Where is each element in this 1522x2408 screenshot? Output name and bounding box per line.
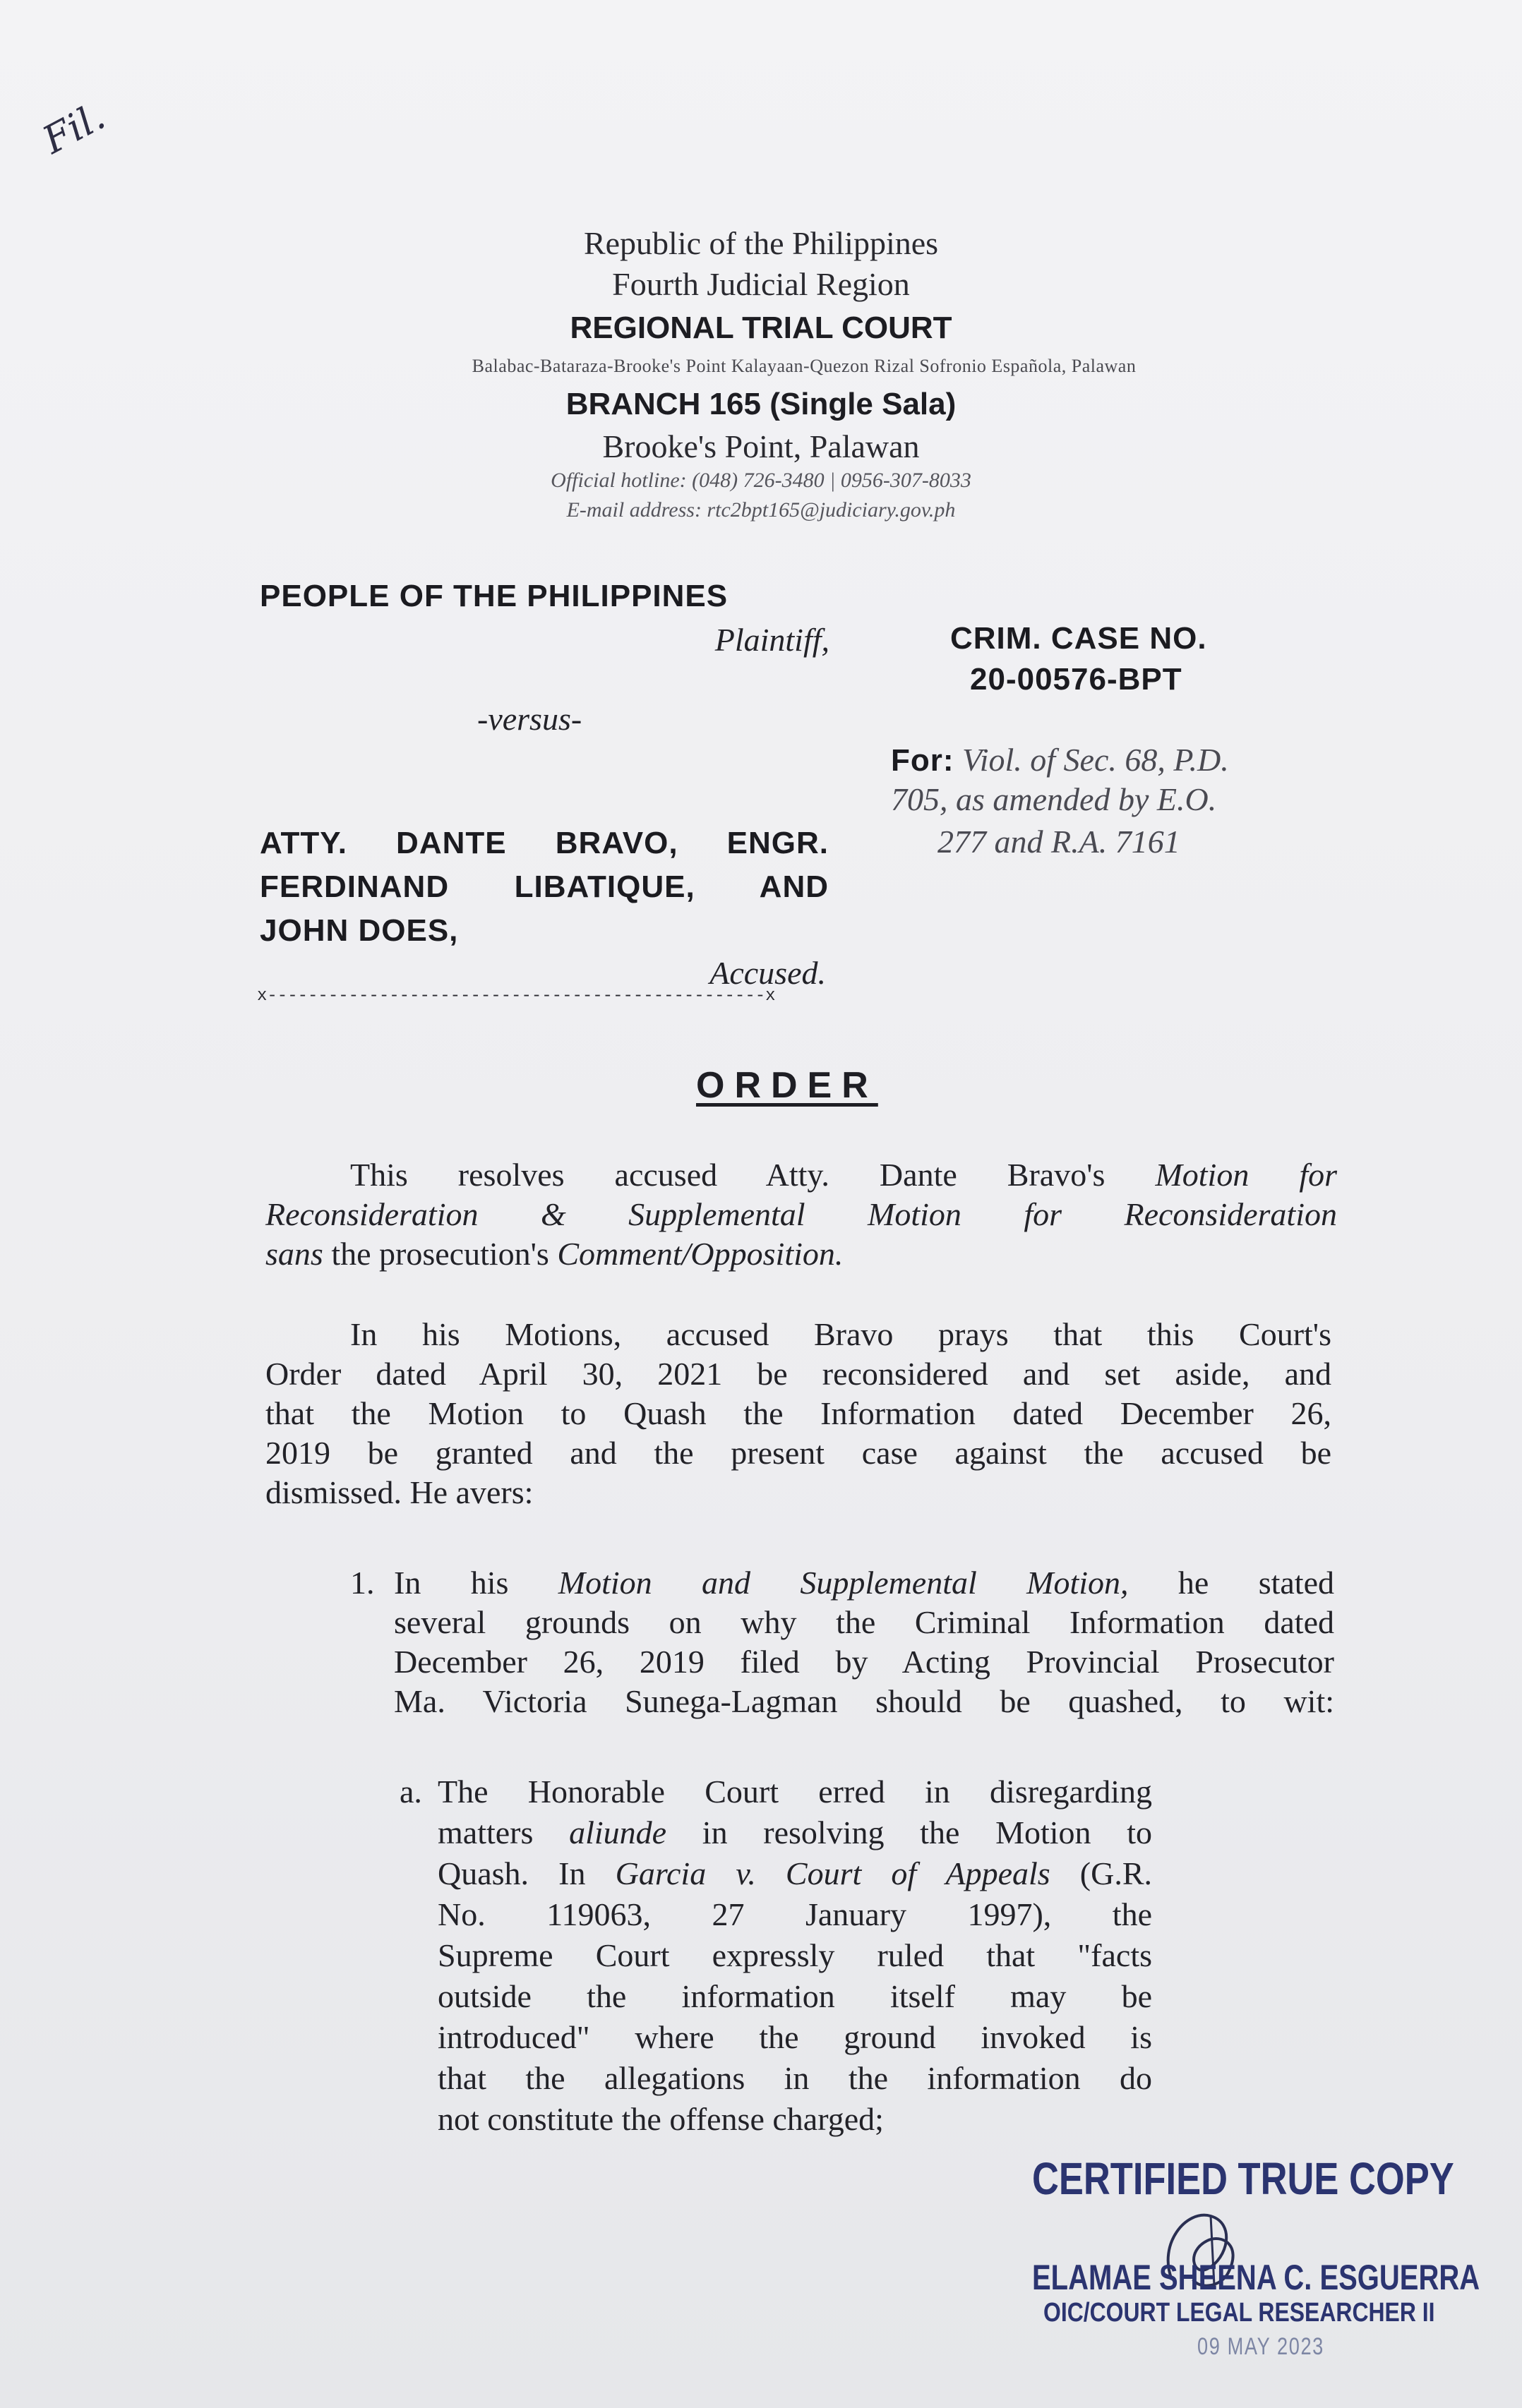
para1-line-3 — [265, 1234, 843, 1274]
item-a-line-9: not constitute the offense charged; — [438, 2101, 884, 2137]
para1-l1-b: Motion for — [1155, 1157, 1338, 1193]
header-jurisdiction: Balabac-Bataraza-Brooke's Point Kalayaan-Quezon Rizal Sofronio Española, Palawan — [472, 356, 1137, 376]
for-text-3: 277 and R.A. 7161 — [937, 824, 1180, 860]
stamp-certified: CERTIFIED TRUE COPY — [1032, 2153, 1454, 2204]
item1-line-1 — [394, 1563, 1334, 1603]
for-line-1 — [891, 741, 1229, 778]
item1-l1-a: In his — [394, 1565, 509, 1601]
accused-line-1: ATTY. DANTE BRAVO, ENGR. — [260, 826, 829, 860]
order-title: ORDER — [696, 1065, 878, 1106]
case-label: CRIM. CASE NO. — [950, 621, 1207, 656]
item-a-l3-c: (G.R. — [1079, 1855, 1153, 1891]
versus-label: -versus- — [477, 701, 582, 737]
para2-line-2: Order dated April 30, 2021 be reconsidered and set aside, and — [265, 1356, 1331, 1392]
for-text-2: 705, as amended by E.O. — [891, 781, 1217, 817]
header-email: E-mail address: rtc2bpt165@judiciary.gov.ph — [566, 498, 956, 522]
item1-number: 1. — [350, 1565, 375, 1601]
accused-role: Accused. — [709, 955, 826, 991]
stamp-date: 09 MAY 2023 — [1197, 2333, 1324, 2360]
item-a-l2-a: matters — [438, 1814, 534, 1850]
accused-line-3: JOHN DOES, — [260, 913, 459, 948]
para2-line-1: In his Motions, accused Bravo prays that this Court's — [350, 1316, 1331, 1352]
case-number: 20-00576-BPT — [970, 662, 1182, 697]
item1-l1-b: Motion and Supplemental Motion, — [558, 1565, 1129, 1601]
stamp-position: OIC/COURT LEGAL RESEARCHER II — [1043, 2298, 1435, 2328]
para1-line-1 — [350, 1155, 1337, 1195]
para1-l3-a: sans — [265, 1236, 323, 1272]
para2-line-4: 2019 be granted and the present case against the accused be — [265, 1435, 1331, 1471]
item1-line-2: several grounds on why the Criminal Information dated — [394, 1604, 1334, 1640]
item-a-line-7: introduced" where the ground invoked is — [438, 2019, 1152, 2055]
header-court: REGIONAL TRIAL COURT — [570, 311, 952, 345]
para1-line-2: Reconsideration & Supplemental Motion for Reconsideration — [265, 1196, 1337, 1232]
item-a-line-8: that the allegations in the information do — [438, 2060, 1152, 2096]
margin-note: Fil. — [35, 93, 112, 163]
for-text-1: Viol. of Sec. 68, P.D. — [962, 742, 1229, 778]
para2-line-3: that the Motion to Quash the Information dated December 26, — [265, 1395, 1331, 1431]
caption-divider: x-------------------------------------------------x — [257, 987, 776, 1006]
header-location: Brooke's Point, Palawan — [602, 428, 920, 464]
item-a-line-2 — [438, 1812, 1152, 1853]
item1-l1-c: he stated — [1178, 1565, 1334, 1601]
item-a-l3-a: Quash. In — [438, 1855, 586, 1891]
item-a-l2-b: aliunde — [569, 1814, 667, 1850]
item-a-line-4: No. 119063, 27 January 1997), the — [438, 1896, 1152, 1932]
stamp-name: ELAMAE SHEENA C. ESGUERRA — [1032, 2258, 1480, 2297]
header-republic: Republic of the Philippines — [583, 225, 939, 261]
item-a-line-5: Supreme Court expressly ruled that "facts — [438, 1937, 1152, 1973]
item-a-line-3 — [438, 1853, 1152, 1894]
plaintiff-role: Plaintiff, — [714, 622, 829, 658]
item-a-line-1: The Honorable Court erred in disregarding — [438, 1774, 1152, 1810]
accused-line-2: FERDINAND LIBATIQUE, AND — [260, 869, 829, 904]
item1-line-3: December 26, 2019 filed by Acting Provincial Prosecutor — [394, 1644, 1334, 1680]
header-hotline: Official hotline: (048) 726-3480 | 0956-307-8033 — [551, 469, 971, 492]
para1-l3-c: Comment/Opposition. — [557, 1236, 844, 1272]
for-label: For: — [891, 743, 954, 778]
para2-line-5: dismissed. He avers: — [265, 1474, 534, 1510]
header-branch: BRANCH 165 (Single Sala) — [565, 387, 957, 421]
para1-l3-b: the prosecution's — [331, 1236, 549, 1272]
item-a-l2-c: in resolving the Motion to — [702, 1814, 1153, 1850]
header-region: Fourth Judicial Region — [612, 266, 910, 302]
item1-line-4: Ma. Victoria Sunega-Lagman should be quashed, to wit: — [394, 1683, 1334, 1719]
item-a-letter: a. — [400, 1774, 422, 1810]
item-a-line-6: outside the information itself may be — [438, 1978, 1152, 2014]
item-a-l3-b: Garcia v. Court of Appeals — [615, 1855, 1050, 1891]
plaintiff-name: PEOPLE OF THE PHILIPPINES — [260, 579, 729, 613]
para1-l1-a: This resolves accused Atty. Dante Bravo's — [350, 1157, 1105, 1193]
